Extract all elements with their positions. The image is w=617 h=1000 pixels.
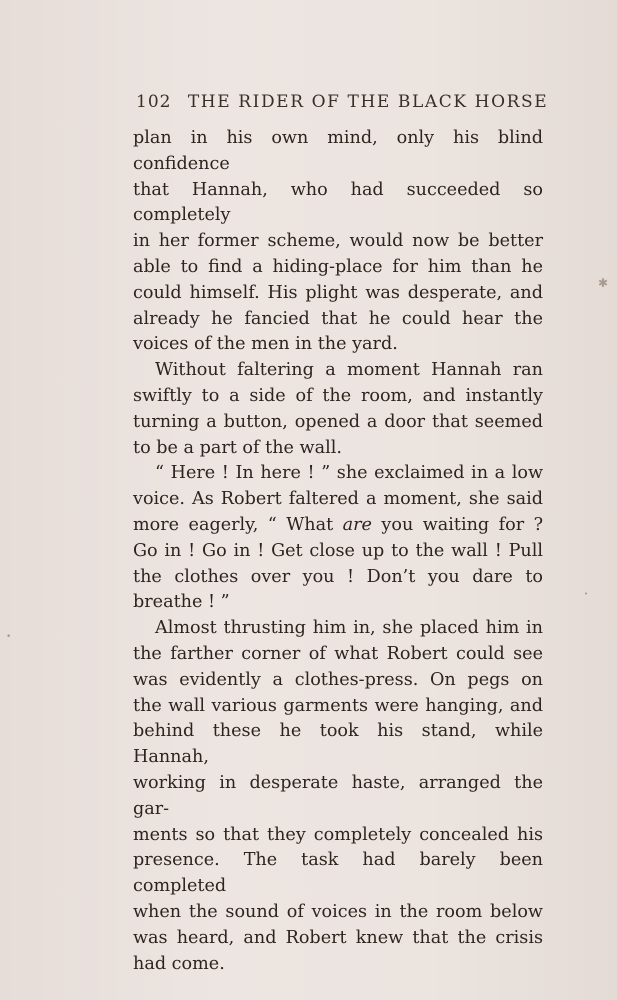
text-line: the wall various garments were hanging, and: [133, 695, 543, 716]
text-line: that Hannah, who had succeeded so completely: [133, 179, 543, 226]
text-line: presence. The task had barely been completed: [133, 850, 543, 897]
text-line: could himself. His plight was desperate, and: [133, 282, 543, 303]
text-line: the farther corner of what Robert could see: [133, 643, 543, 664]
text-run: you waiting for ?: [381, 514, 544, 535]
text-line: to be a part of the wall.: [133, 437, 342, 458]
paper-speck-icon: •: [584, 590, 589, 598]
text-line: had come.: [133, 953, 225, 974]
text-line: Almost thrusting him in, she placed him in: [155, 618, 543, 639]
body-text: [133, 126, 543, 977]
text-line: the clothes over you ! Don’t you dare to: [133, 566, 543, 587]
text-run: more eagerly, “ What: [133, 514, 334, 535]
text-line: “ Here ! In here ! ” she exclaimed in a low: [155, 463, 543, 484]
text-line: working in desperate haste, arranged the gar-: [133, 772, 543, 819]
text-line: Without faltering a moment Hannah ran: [155, 360, 543, 381]
text-line: when the sound of voices in the room below: [133, 901, 543, 922]
text-line: was heard, and Robert knew that the crisis: [133, 927, 543, 948]
text-line: plan in his own mind, only his blind confidence: [133, 128, 543, 174]
paper-speck-icon: ✱: [598, 276, 609, 290]
running-title: THE RIDER OF THE BLACK HORSE: [187, 92, 549, 112]
text-line: able to find a hiding-place for him than he: [133, 256, 543, 277]
text-line: already he fancied that he could hear the: [133, 308, 543, 329]
text-line: swiftly to a side of the room, and instantly: [133, 385, 543, 406]
text-line: ments so that they completely concealed his: [133, 824, 543, 845]
paper-speck-icon: •: [6, 632, 12, 642]
text-line-with-emphasis: [133, 513, 543, 539]
page-header: [136, 92, 549, 112]
text-line: turning a button, opened a door that seemed: [133, 411, 543, 432]
text-line: voice. As Robert faltered a moment, she said: [133, 489, 543, 510]
text-line: was evidently a clothes-press. On pegs on: [133, 669, 543, 690]
emphasis-word: are: [342, 514, 372, 535]
text-line: breathe ! ”: [133, 592, 230, 613]
text-line: Go in ! Go in ! Get close up to the wall ! Pull: [133, 540, 543, 561]
text-line: behind these he took his stand, while Hannah,: [133, 721, 543, 768]
text-line: voices of the men in the yard.: [133, 334, 398, 355]
page-number: 102: [136, 92, 172, 112]
text-line: in her former scheme, would now be better: [133, 231, 543, 252]
